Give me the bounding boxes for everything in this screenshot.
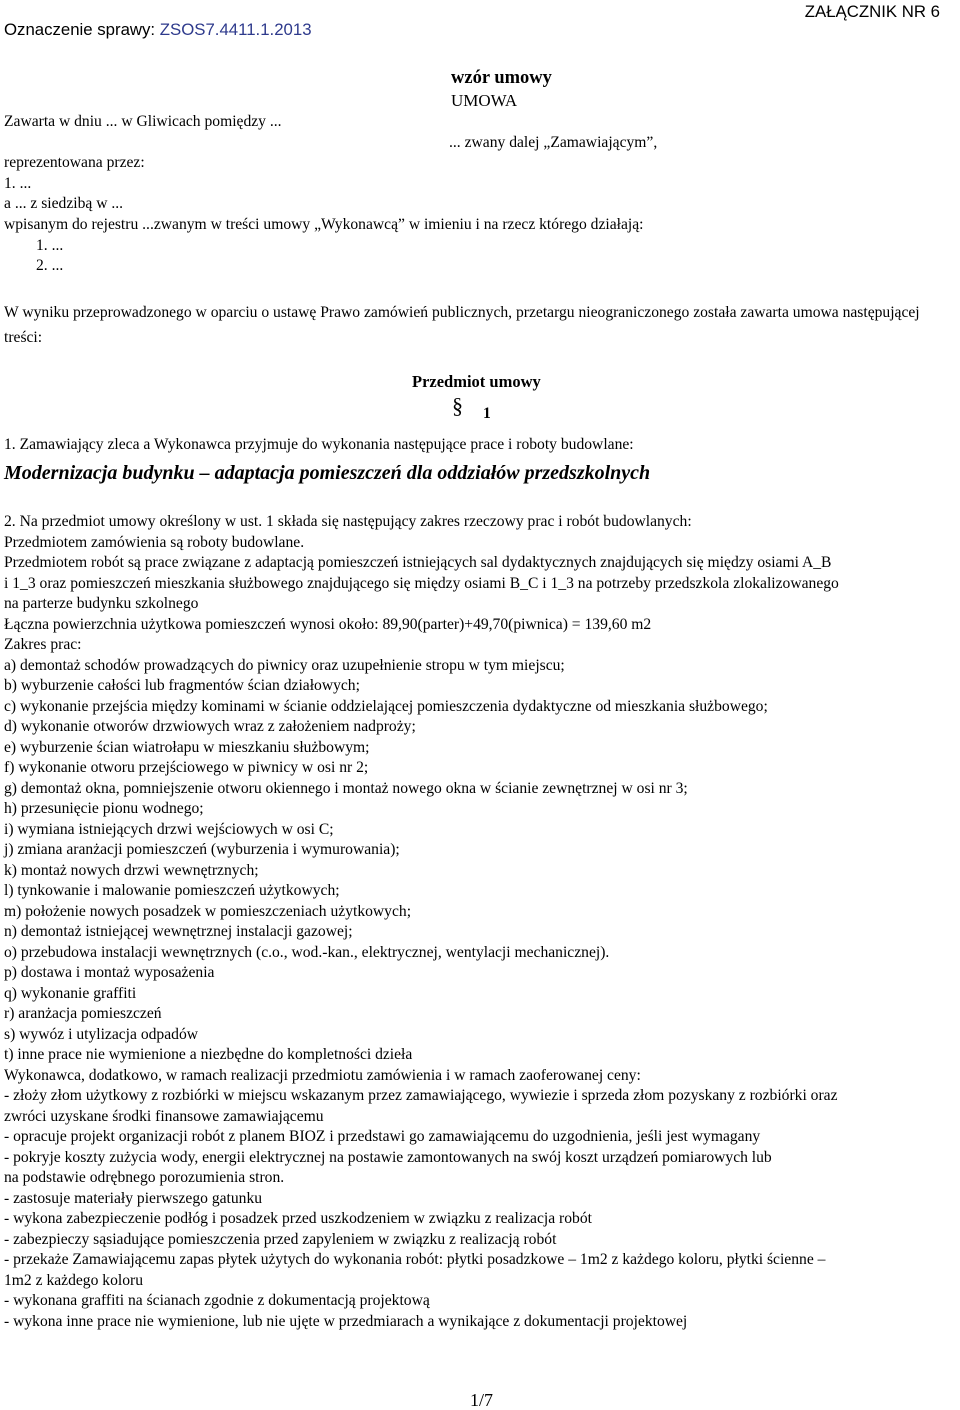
case-number: ZSOS7.4411.1.2013 — [159, 20, 312, 39]
body-line: 1m2 z każdego koloru — [4, 1271, 144, 1289]
section-heading: Przedmiot umowy — [412, 372, 541, 391]
paragraph-number: 1 — [483, 405, 491, 422]
body-line: zwróci uzyskane środki finansowe zamawiającemu — [4, 1107, 324, 1125]
body-line: o) przebudowa instalacji wewnętrznych (c.o., wod.-kan., elektrycznej, wentylacji mechanicznej). — [4, 943, 610, 961]
body-line: na parterze budynku szkolnego — [4, 595, 199, 612]
body-line: - złoży złom użytkowy z rozbiórki w miejscu wskazanym przez zamawiającego, wywiezie i sprzeda złom pozyskany z rozbiórki oraz — [4, 1087, 838, 1104]
document-title: UMOWA — [451, 91, 518, 110]
body-line: - zastosuje materiały pierwszego gatunku — [4, 1189, 263, 1207]
body-line: 2. Na przedmiot umowy określony w ust. 1 składa się następujący zakres rzeczowy prac i robót budowlanych: — [4, 513, 692, 530]
party-line: reprezentowana przez: — [4, 154, 145, 172]
party-line: 1. ... — [36, 236, 64, 254]
intro-paragraph: W wyniku przeprowadzonego w oparciu o ustawę Prawo zamówień publicznych, przetargu nieograniczonego została zawarta umowa następującej treści: — [4, 304, 920, 346]
party-line: wpisanym do rejestru ...zwanym w treści umowy „Wykonawcą” w imieniu i na rzecz którego działają: — [4, 215, 644, 233]
body-line: - opracuje projekt organizacji robót z planem BIOZ i przedstawi go zamawiającemu do uzgodnienia, jeśli jest wymagany — [4, 1128, 761, 1145]
party-line: 1. ... — [4, 174, 32, 192]
contract-body — [4, 512, 960, 1332]
body-line: - pokryje koszty zużycia wody, energii elektrycznej na postawie zamontowanych na swój koszt urządzeń pomiarowych lub — [4, 1148, 772, 1166]
body-line: l) tynkowanie i malowanie pomieszczeń użytkowych; — [4, 882, 340, 899]
body-line: g) demontaż okna, pomniejszenie otworu okiennego i montaż nowego okna w ścianie zewnętrznej w osi nr 3; — [4, 779, 688, 797]
body-line: i) wymiana istniejących drzwi wejściowych w osi C; — [4, 820, 334, 838]
body-line: j) zmiana aranżacji pomieszczeń (wyburzenia i wymurowania); — [4, 841, 400, 858]
case-reference — [4, 20, 312, 40]
body-line: Zakres prac: — [4, 636, 82, 653]
body-line: p) dostawa i montaż wyposażenia — [4, 964, 215, 981]
body-line: h) przesunięcie pionu wodnego; — [4, 800, 204, 817]
body-line: na podstawie odrębnego porozumienia stron. — [4, 1169, 285, 1186]
case-label: Oznaczenie sprawy: — [4, 20, 160, 39]
party-line: 2. ... — [36, 257, 64, 275]
page-number: 1/7 — [470, 1390, 494, 1410]
body-line: n) demontaż istniejącej wewnętrznej instalacji gazowej; — [4, 923, 353, 940]
parties-section — [4, 112, 956, 277]
body-line: c) wykonanie przejścia między kominami w ścianie oddzielającej pomieszczenia dydaktyczne od mieszkania służbowego; — [4, 697, 768, 715]
paragraph-symbol: § — [452, 393, 463, 418]
body-line: r) aranżacja pomieszczeń — [4, 1005, 162, 1022]
body-line: - wykonana graffiti na ścianach zgodnie z dokumentacją projektową — [4, 1292, 430, 1309]
party-line: Zawarta w dniu ... w Gliwicach pomiędzy ... — [4, 113, 282, 130]
body-line: k) montaż nowych drzwi wewnętrznych; — [4, 861, 259, 879]
party-line: a ... z siedzibą w ... — [4, 195, 124, 213]
body-line: Wykonawca, dodatkowo, w ramach realizacji przedmiotu zamówienia i w ramach zaoferowanej ceny: — [4, 1066, 641, 1084]
body-line: Przedmiotem robót są prace związane z adaptacją pomieszczeń istniejących sal dydaktycznych znajdujących się między osiami A_B — [4, 554, 832, 571]
body-line: Przedmiotem zamówienia są roboty budowlane. — [4, 533, 305, 551]
body-line: t) inne prace nie wymienione a niezbędne do kompletności dzieła — [4, 1046, 413, 1063]
annex-label: ZAŁĄCZNIK NR 6 — [804, 2, 940, 21]
body-line: s) wywóz i utylizacja odpadów — [4, 1025, 199, 1043]
body-line: a) demontaż schodów prowadzących do piwnicy oraz uzupełnienie stropu w tym miejscu; — [4, 656, 565, 674]
body-line: m) położenie nowych posadzek w pomieszczeniach użytkowych; — [4, 902, 412, 920]
body-line: e) wyburzenie ścian wiatrołapu w mieszkaniu służbowym; — [4, 738, 370, 756]
clause-item-1: 1. Zamawiający zleca a Wykonawca przyjmuje do wykonania następujące prace i roboty budowlane: — [4, 436, 634, 453]
body-line: d) wykonanie otworów drzwiowych wraz z założeniem nadproży; — [4, 718, 416, 735]
body-line: - wykona inne prace nie wymienione, lub nie ujęte w przedmiarach a wynikające z dokumentacji projektowej — [4, 1312, 688, 1330]
body-line: i 1_3 oraz pomieszczeń mieszkania służbowego znajdującego się między osiami B_C i 1_3 na potrzeby przedszkola zlokalizowanego — [4, 574, 839, 592]
body-line: Łączna powierzchnia użytkowa pomieszczeń wynosi około: 89,90(parter)+49,70(piwnica) = 139,60 m2 — [4, 615, 652, 633]
body-line: f) wykonanie otworu przejściowego w piwnicy w osi nr 2; — [4, 759, 369, 776]
party-line: ... zwany dalej „Zamawiającym”, — [449, 133, 658, 151]
body-line: - wykona zabezpieczenie podłóg i posadzek przed uszkodzeniem w związku z realizacja robót — [4, 1210, 592, 1227]
body-line: - zabezpieczy sąsiadujące pomieszczenia przed zapyleniem w związku z realizacją robót — [4, 1230, 557, 1248]
body-line: - przekaże Zamawiającemu zapas płytek użytych do wykonania robót: płytki posadzkowe – 1m2 z każdego koloru, płytki ścienne – — [4, 1251, 826, 1268]
document-subtitle: wzór umowy — [451, 68, 552, 88]
work-title: Modernizacja budynku – adaptacja pomieszczeń dla oddziałów przedszkolnych — [4, 462, 651, 484]
body-line: b) wyburzenie całości lub fragmentów ścian działowych; — [4, 677, 360, 694]
body-line: q) wykonanie graffiti — [4, 984, 137, 1002]
